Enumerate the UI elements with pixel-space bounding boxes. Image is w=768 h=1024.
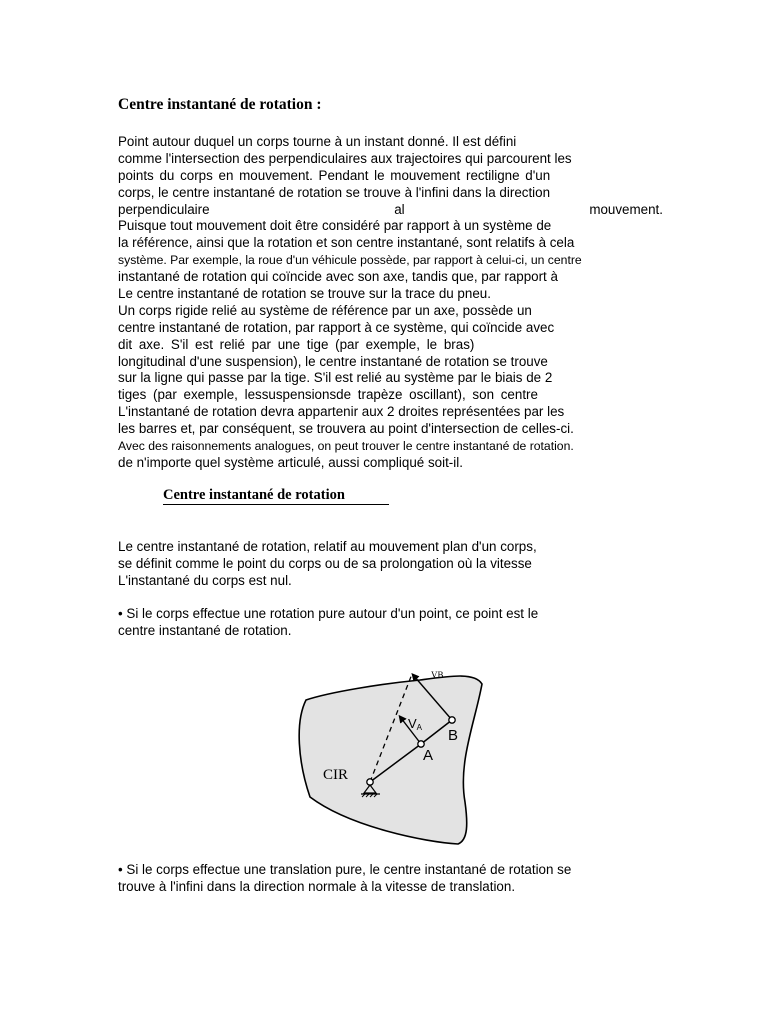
text-line: Le centre instantané de rotation, relatif au mouvement plan d'un corps, xyxy=(118,539,537,554)
text-line: la référence, ainsi que la rotation et son centre instantané, sont relatifs à cela xyxy=(118,235,575,251)
cir-definition-paragraph xyxy=(118,539,663,590)
text-line: perpendiculaire al mouvement. xyxy=(118,201,663,217)
text-line: système. Par exemple, la roue d'un véhicule possède, par rapport à celui-ci, un centre xyxy=(118,253,582,268)
text-line: • Si le corps effectue une rotation pure autour d'un point, ce point est le xyxy=(118,606,539,621)
rotation-bullet xyxy=(118,606,663,640)
subsection-title: Centre instantané de rotation xyxy=(163,487,389,505)
text-line: Le centre instantané de rotation se trouve sur la trace du pneu. xyxy=(118,286,491,302)
text-line: L'instantané du corps est nul. xyxy=(118,572,292,588)
translation-bullet xyxy=(118,862,663,896)
joint-b xyxy=(449,717,455,723)
text-line: se définit comme le point du corps ou de sa prolongation où la vitesse xyxy=(118,555,532,571)
rigid-body-shape xyxy=(299,676,482,844)
text-line: Avec des raisonnements analogues, on peut trouver le centre instantané de rotation. xyxy=(118,439,574,454)
text-line: L'instantané de rotation devra appartenir aux 2 droites représentées par les xyxy=(118,404,565,420)
text-line: centre instantané de rotation. xyxy=(118,622,292,638)
label-b: B xyxy=(448,727,459,744)
cir-diagram xyxy=(290,662,490,852)
definition-paragraph xyxy=(118,134,663,472)
text-line: centre instantané de rotation, par rapport à ce système, qui coïncide avec xyxy=(118,319,555,335)
text-line: tiges (par exemple, lessuspensionsde trapèze oscillant), son centre xyxy=(118,387,538,403)
text-line: points du corps en mouvement. Pendant le mouvement rectiligne d'un xyxy=(118,167,551,183)
text-line: de n'importe quel système articulé, aussi compliqué soit-il. xyxy=(118,454,463,470)
text-line: dit axe. S'il est relié par une tige (par exemple, le bras) xyxy=(118,336,475,352)
text-line: Puisque tout mouvement doit être considéré par rapport à un système de xyxy=(118,218,552,234)
text-line: • Si le corps effectue une translation pure, le centre instantané de rotation se xyxy=(118,862,572,877)
text-line: comme l'intersection des perpendiculaires aux trajectoires qui parcourent les xyxy=(118,150,572,166)
label-a: A xyxy=(423,747,434,764)
text-line: longitudinal d'une suspension), le centre instantané de rotation se trouve xyxy=(118,353,548,369)
text-line: instantané de rotation qui coïncide avec son axe, tandis que, par rapport à xyxy=(118,269,558,285)
text-line: corps, le centre instantané de rotation se trouve à l'infini dans la direction xyxy=(118,184,551,200)
label-vb: VB xyxy=(431,670,444,680)
text-line: sur la ligne qui passe par la tige. S'il est relié au système par le biais de 2 xyxy=(118,370,553,386)
text-line: trouve à l'infini dans la direction normale à la vitesse de translation. xyxy=(118,878,516,894)
label-va: VA xyxy=(408,716,423,732)
text-line: Un corps rigide relié au système de référence par un axe, possède un xyxy=(118,302,532,318)
section-title: Centre instantané de rotation : xyxy=(118,96,322,113)
text-line: Point autour duquel un corps tourne à un instant donné. Il est défini xyxy=(118,134,517,149)
text-line: les barres et, par conséquent, se trouvera au point d'intersection de celles-ci. xyxy=(118,421,574,437)
label-cir: CIR xyxy=(323,767,349,783)
